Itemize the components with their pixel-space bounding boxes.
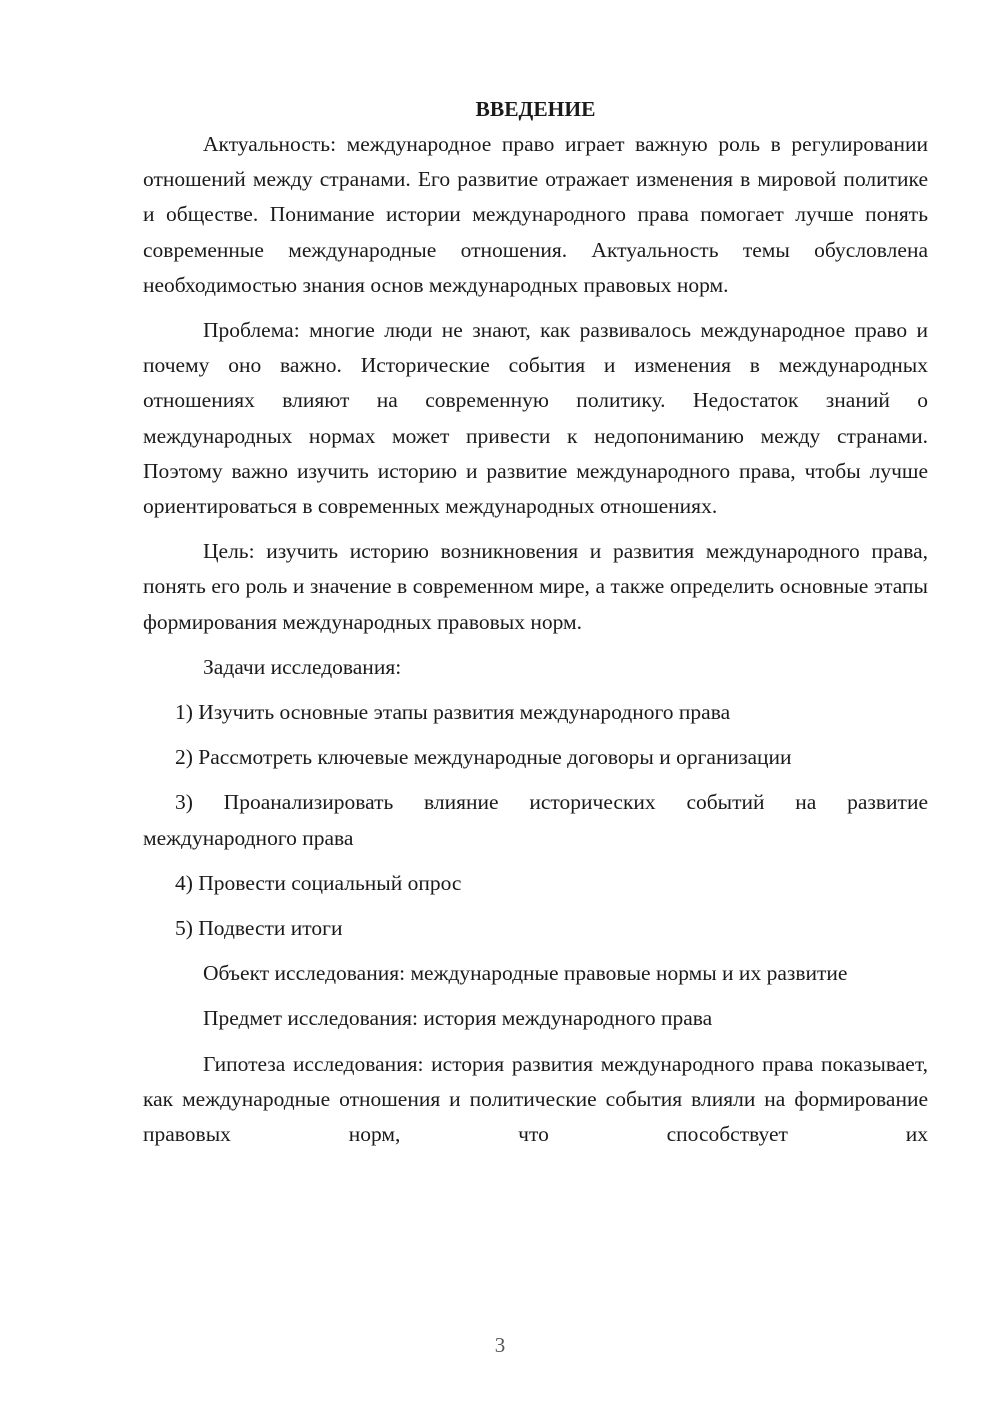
paragraph-hypothesis: Гипотеза исследования: история развития международного права показывает, как международные отношения и политические события влияли на формирование правовых норм, что способствует их: [143, 1051, 928, 1147]
paragraph-tasks-intro: Задачи исследования:: [203, 654, 402, 679]
document-page: [143, 92, 928, 1162]
task-item-2: 2) Рассмотреть ключевые международные договоры и организации: [175, 745, 792, 770]
task-item-3: 3) Проанализировать влияние исторических событий на развитие международного права: [143, 790, 928, 850]
paragraph-object: Объект исследования: международные правовые нормы и их развитие: [203, 961, 848, 986]
task-item-1: 1) Изучить основные этапы развития международного права: [175, 700, 731, 725]
tasks-list: [143, 695, 928, 946]
task-item-5: 5) Подвести итоги: [175, 916, 343, 941]
paragraph-problem: Проблема: многие люди не знают, как развивалось международное право и почему оно важно. Исторические события и изменения в международных отношениях влияют на современную политику. Недостаток знаний о международных нормах может привести к недопониманию между странами. Поэтому важно изучить историю и развитие международного права, чтобы лучше ориентироваться в современных международных отношениях.: [143, 318, 928, 519]
page-number: 3: [494, 1333, 506, 1357]
paragraph-relevance: Актуальность: международное право играет важную роль в регулировании отношений между странами. Его развитие отражает изменения в мировой политике и обществе. Понимание истории международного права помогает лучше понять современные международные отношения. Актуальность темы обусловлена необходимостью знания основ международных правовых норм.: [143, 132, 928, 297]
section-heading: ВВЕДЕНИЕ: [475, 97, 596, 121]
paragraph-subject: Предмет исследования: история международного права: [203, 1006, 713, 1031]
task-item-4: 4) Провести социальный опрос: [175, 870, 462, 895]
paragraph-goal: Цель: изучить историю возникновения и развития международного права, понять его роль и значение в современном мире, а также определить основные этапы формирования международных правовых норм.: [143, 539, 928, 634]
